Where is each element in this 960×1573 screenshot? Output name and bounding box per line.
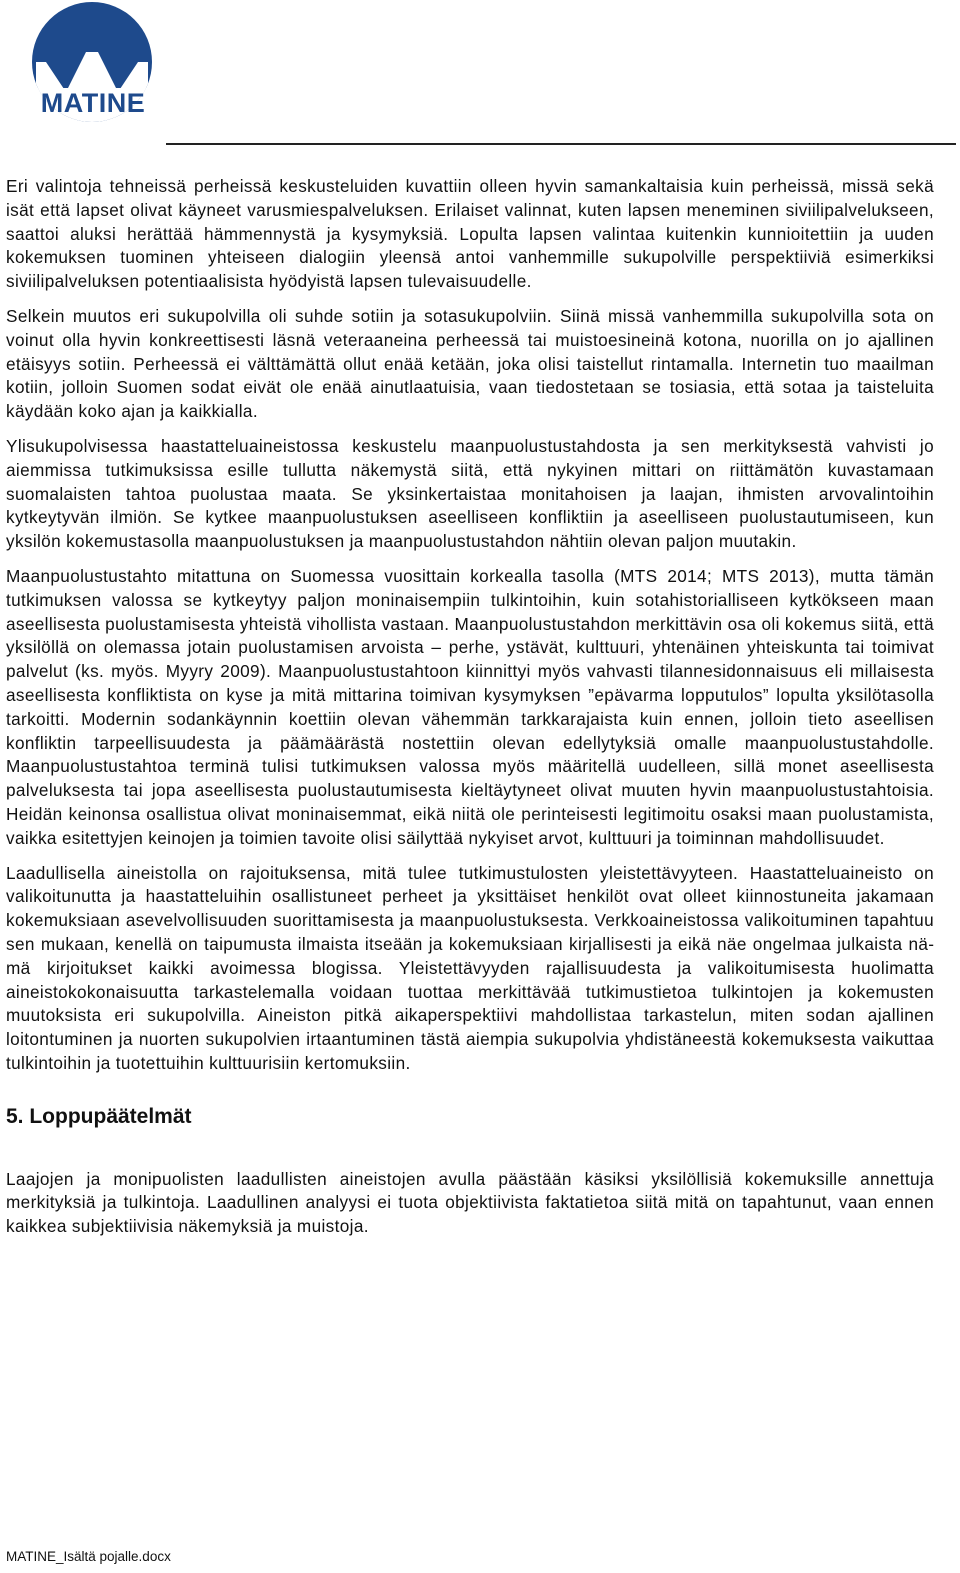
body-paragraph: Ylisukupolvisessa haastatteluaineistossa keskustelu maanpuolustustahdosta ja sen merkityksestä vahvisti jo aiemmissa tutkimuksissa esille tullutta näkemystä siitä, että nykyinen mittari on riittämätön kuvastamaan suomalaisten tahtoa puolustaa maata. Se yksinkertaistaa monitahoisen ja laajan, ihmisten arvovalintoihin kytkeytyvän ilmiön. Se kytkee maanpuolustuksen aseelliseen konfliktiin ja aseelliseen puolustautumiseen, kun yksilön kokemustasolla maanpuolustuksen ja maanpuolustustahdon nähtiin olevan paljon muutakin. <box>6 435 934 552</box>
logo-text: MATINE <box>40 88 146 118</box>
body-paragraph: Eri valintoja tehneissä perheissä keskusteluiden kuvattiin olleen hyvin samankaltaisia kuin perheissä, missä sekä isät että lapset olivat käyneet varusmiespalveluksen. Erilaiset valinnat, kuten lapsen meneminen siviilipalvelukseen, saattoi aluksi herättää hämmennystä ja kysymyksiä. Lopulta lapsen valintaa kuitenkin kunnioitettiin ja uuden kokemuksen tuominen yhteiseen dialogiin yleensä antoi vanhemmille sukupolville perspektiiviä esimerkiksi siviilipalveluksen potentiaalisista hyödyistä lapsen tulevaisuudelle. <box>6 176 934 292</box>
body-paragraph: Laadullisella aineistolla on rajoituksensa, mitä tulee tutkimustulosten yleistettävyyteen. Haastatteluaineisto on valikoitunutta ja haastatteluihin osallistuneet perheet ja yksittäiset henkilöt ovat olleet kiinnostuneita jakamaan kokemuksiaan asevelvollisuuden suorittamisesta ja maanpuolustuksesta. Verkkoaineistossa valikoituminen tapahtuu sen mukaan, kenellä on taipumusta ilmaista itseään ja kokemuksiaan kirjallisesti ja eikä näe ongelmaa julkaista nämä kirjoitukset kaikki avoimessa blogissa. Yleistettävyyden rajallisuudesta ja valikoitumisesta huolimatta aineistokokonaisuutta tarkastelemalla voidaan tuottaa merkittävää tutkimustietoa tulkintojen ja kokemusten muutoksista eri sukupolvilla. Aineiston pitkä aikaperspektiivi mahdollistaa tarkastelun, miten sodan ajallinen loitontuminen ja nuorten sukupolvien irtaantuminen tästä aiempia sukupolvia yhdistäneestä kokemuksesta vaikuttaa tulkintoihin ja tuotettuihin kulttuurisiin kertomuksiin. <box>6 862 934 1073</box>
body-paragraph: Selkein muutos eri sukupolvilla oli suhde sotiin ja sotasukupolviin. Siinä missä vanhemmilla sukupolvilla sota on voinut olla hyvin konkreettisesti läsnä veteraaneina perheessä tai muistoesineinä kotona, nuorilla on jo ajallinen etäisyys sotiin. Perheessä ei välttämättä ollut enää ketään, joka olisi taistellut rintamalla. Internetin tuo maailman kotiin, jolloin Suomen sodat eivät ole enää ainutlaatuisia, vaan tiedostetaan se tosiasia, että sotaa ja taisteluita käydään koko ajan ja kaikkialla. <box>6 305 934 422</box>
matine-logo <box>22 2 164 122</box>
conclusion-paragraph: Laajojen ja monipuolisten laadullisten aineistojen avulla päästään käsiksi yksilöllisiä kokemuksille annettuja merkityksiä ja tulkintoja. Laadullinen analyysi ei tuota objektiivista faktatietoa siitä mitä on tapahtunut, vaan ennen kaikkea subjektiivisia näkemyksiä ja muistoja. <box>6 1168 934 1237</box>
footer-filename: MATINE_Isältä pojalle.docx <box>6 1549 171 1564</box>
section-heading: 5. Loppupäätelmät <box>6 1104 192 1128</box>
document-body <box>6 175 934 1250</box>
header-divider <box>166 143 956 145</box>
body-paragraph: Maanpuolustustahto mitattuna on Suomessa vuosittain korkealla tasolla (MTS 2014; MTS 2013), mutta tämän tutkimuksen valossa se kytkeytyy paljon moninaisempiin tulkintoihin, kuin sotahistorialliseen kytkökseen maan aseellisesta puolustamisesta yhteistä vihollista vastaan. Maanpuolustustahdon merkittävin osa oli kokemus siitä, että yksilöllä on olemassa jotain puolustamisen arvoista – perhe, ystävät, kulttuuri, yhtenäinen yhteiskunta tai toimivat palvelut (ks. myös. Myyry 2009). Maanpuolustustahtoon kiinnittyi myös vahvasti tilannesidonnaisuus eli millaisesta aseellisesta konfliktista on kyse ja mitä mittarina toimivan kysymyksen ”epävarma lopputulos” lopulta yksilötasolla tarkoitti. Modernin sodankäynnin koettiin olevan vähemmän tarkkarajaista kuin ennen, jolloin tieto aseellisen konfliktin tarpeellisuudesta ja päämäärästä nostettiin olevan edellytyksiä omalle maanpuolustustahdolle. Maanpuolustustahtoa terminä tulisi tutkimuksen valossa myös määritellä uudelleen, sillä monet aseellisesta palveluksesta tai jopa aseellisesta puolustautumisesta kieltäytyneet olivat muuten hyvin maanpuolustustahtoisia. Heidän keinonsa osallistua olivat moninaisemmat, eikä niitä ole perinteisesti legitimoitu osaksi maan puolustamista, vaikka esitettyjen keinojen ja toimien tavoite olisi säilyttää nykyiset arvot, kulttuuri ja toiminnan mahdollisuudet. <box>6 565 934 848</box>
